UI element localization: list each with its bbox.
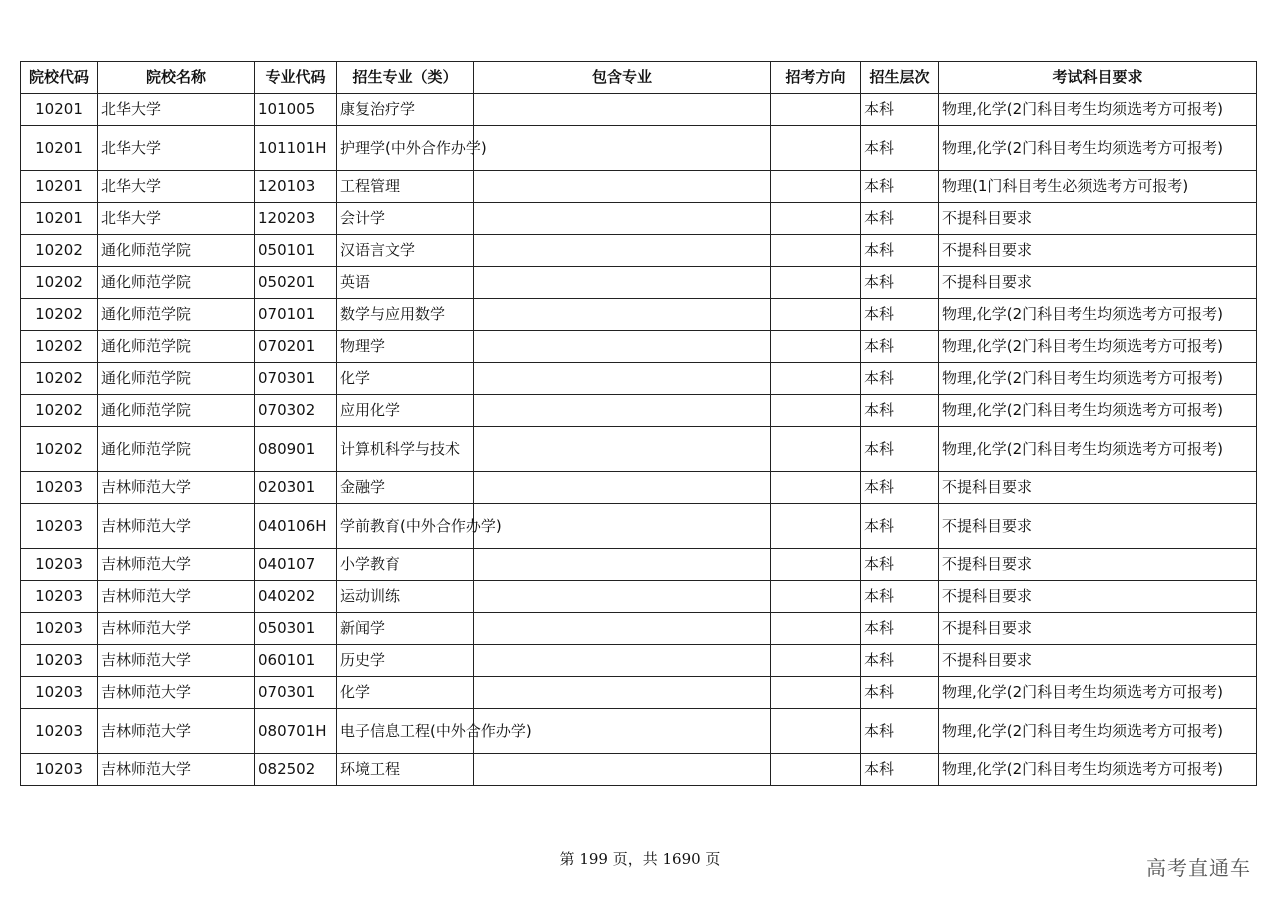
table-row — [21, 549, 1257, 581]
cell-school-name: 吉林师范大学 — [98, 581, 255, 613]
cell-level: 本科 — [861, 203, 939, 235]
cell-school-name: 吉林师范大学 — [98, 709, 255, 754]
cell-direction — [771, 94, 861, 126]
cell-school-name: 通化师范学院 — [98, 235, 255, 267]
cell-major-code: 070101 — [255, 299, 337, 331]
cell-requirement: 物理,化学(2门科目考生均须选考方可报考) — [939, 427, 1257, 472]
cell-school-code: 10202 — [21, 331, 98, 363]
cell-requirement: 不提科目要求 — [939, 504, 1257, 549]
cell-direction — [771, 677, 861, 709]
table-row — [21, 395, 1257, 427]
cell-major-code: 040107 — [255, 549, 337, 581]
table-row — [21, 171, 1257, 203]
table-row — [21, 94, 1257, 126]
cell-level: 本科 — [861, 299, 939, 331]
cell-direction — [771, 504, 861, 549]
cell-level: 本科 — [861, 171, 939, 203]
cell-school-name: 北华大学 — [98, 171, 255, 203]
cell-major-code: 050201 — [255, 267, 337, 299]
cell-school-code: 10201 — [21, 126, 98, 171]
cell-level: 本科 — [861, 677, 939, 709]
cell-major: 小学教育 — [337, 549, 474, 581]
cell-included — [474, 363, 771, 395]
table-row — [21, 331, 1257, 363]
table-row — [21, 645, 1257, 677]
header-major: 招生专业（类） — [337, 62, 474, 94]
cell-level: 本科 — [861, 395, 939, 427]
cell-school-name: 通化师范学院 — [98, 427, 255, 472]
table-row — [21, 235, 1257, 267]
cell-major-code: 082502 — [255, 754, 337, 786]
cell-major: 环境工程 — [337, 754, 474, 786]
cell-major-code: 101005 — [255, 94, 337, 126]
cell-requirement: 不提科目要求 — [939, 203, 1257, 235]
cell-included — [474, 549, 771, 581]
cell-major: 历史学 — [337, 645, 474, 677]
cell-major: 会计学 — [337, 203, 474, 235]
cell-level: 本科 — [861, 126, 939, 171]
header-row — [21, 62, 1257, 94]
cell-major-code: 120103 — [255, 171, 337, 203]
cell-requirement: 物理,化学(2门科目考生均须选考方可报考) — [939, 754, 1257, 786]
cell-included — [474, 171, 771, 203]
cell-level: 本科 — [861, 472, 939, 504]
cell-major-code: 020301 — [255, 472, 337, 504]
cell-level: 本科 — [861, 613, 939, 645]
table-row — [21, 677, 1257, 709]
table-row — [21, 504, 1257, 549]
cell-level: 本科 — [861, 331, 939, 363]
cell-school-name: 通化师范学院 — [98, 363, 255, 395]
cell-direction — [771, 171, 861, 203]
cell-major: 新闻学 — [337, 613, 474, 645]
cell-included — [474, 677, 771, 709]
watermark: 高考直通车 — [1146, 856, 1251, 880]
table-row — [21, 709, 1257, 754]
cell-requirement: 物理,化学(2门科目考生均须选考方可报考) — [939, 331, 1257, 363]
cell-school-code: 10203 — [21, 677, 98, 709]
cell-major: 化学 — [337, 363, 474, 395]
cell-level: 本科 — [861, 645, 939, 677]
cell-school-code: 10202 — [21, 427, 98, 472]
table-row — [21, 126, 1257, 171]
cell-requirement: 不提科目要求 — [939, 549, 1257, 581]
cell-level: 本科 — [861, 549, 939, 581]
cell-major: 数学与应用数学 — [337, 299, 474, 331]
cell-major: 电子信息工程(中外合作办学) — [337, 709, 474, 754]
cell-requirement: 不提科目要求 — [939, 613, 1257, 645]
cell-requirement: 物理,化学(2门科目考生均须选考方可报考) — [939, 299, 1257, 331]
cell-school-code: 10203 — [21, 549, 98, 581]
cell-school-code: 10201 — [21, 203, 98, 235]
cell-direction — [771, 299, 861, 331]
cell-included — [474, 331, 771, 363]
cell-included — [474, 754, 771, 786]
cell-direction — [771, 472, 861, 504]
cell-school-name: 通化师范学院 — [98, 267, 255, 299]
cell-major-code: 120203 — [255, 203, 337, 235]
cell-direction — [771, 395, 861, 427]
cell-major: 工程管理 — [337, 171, 474, 203]
cell-included — [474, 203, 771, 235]
cell-major: 护理学(中外合作办学) — [337, 126, 474, 171]
cell-school-code: 10203 — [21, 645, 98, 677]
cell-major: 运动训练 — [337, 581, 474, 613]
cell-included — [474, 267, 771, 299]
cell-direction — [771, 581, 861, 613]
cell-requirement: 物理,化学(2门科目考生均须选考方可报考) — [939, 126, 1257, 171]
cell-major: 英语 — [337, 267, 474, 299]
header-included: 包含专业 — [474, 62, 771, 94]
cell-school-name: 吉林师范大学 — [98, 504, 255, 549]
cell-included — [474, 581, 771, 613]
cell-requirement: 物理,化学(2门科目考生均须选考方可报考) — [939, 677, 1257, 709]
cell-included — [474, 94, 771, 126]
cell-school-code: 10203 — [21, 754, 98, 786]
cell-school-name: 吉林师范大学 — [98, 472, 255, 504]
cell-school-code: 10202 — [21, 267, 98, 299]
cell-level: 本科 — [861, 94, 939, 126]
cell-requirement: 物理,化学(2门科目考生均须选考方可报考) — [939, 363, 1257, 395]
cell-school-name: 通化师范学院 — [98, 395, 255, 427]
cell-direction — [771, 645, 861, 677]
cell-school-code: 10202 — [21, 395, 98, 427]
table-row — [21, 203, 1257, 235]
cell-school-code: 10202 — [21, 299, 98, 331]
cell-direction — [771, 267, 861, 299]
cell-direction — [771, 331, 861, 363]
cell-school-code: 10203 — [21, 581, 98, 613]
cell-major-code: 050301 — [255, 613, 337, 645]
cell-direction — [771, 709, 861, 754]
cell-school-name: 北华大学 — [98, 203, 255, 235]
cell-major-code: 070302 — [255, 395, 337, 427]
cell-school-name: 吉林师范大学 — [98, 754, 255, 786]
cell-school-name: 吉林师范大学 — [98, 549, 255, 581]
cell-included — [474, 299, 771, 331]
cell-school-name: 通化师范学院 — [98, 299, 255, 331]
cell-school-name: 北华大学 — [98, 126, 255, 171]
cell-major-code: 101101H — [255, 126, 337, 171]
cell-direction — [771, 126, 861, 171]
header-direction: 招考方向 — [771, 62, 861, 94]
header-requirement: 考试科目要求 — [939, 62, 1257, 94]
cell-direction — [771, 235, 861, 267]
cell-major-code: 040106H — [255, 504, 337, 549]
cell-major: 物理学 — [337, 331, 474, 363]
cell-included — [474, 645, 771, 677]
cell-requirement: 不提科目要求 — [939, 645, 1257, 677]
cell-included — [474, 472, 771, 504]
cell-included — [474, 126, 771, 171]
cell-major: 汉语言文学 — [337, 235, 474, 267]
cell-school-code: 10201 — [21, 171, 98, 203]
cell-school-name: 通化师范学院 — [98, 331, 255, 363]
cell-requirement: 物理,化学(2门科目考生均须选考方可报考) — [939, 94, 1257, 126]
cell-school-code: 10203 — [21, 504, 98, 549]
cell-school-code: 10203 — [21, 709, 98, 754]
table-row — [21, 754, 1257, 786]
cell-major-code: 040202 — [255, 581, 337, 613]
cell-school-code: 10203 — [21, 472, 98, 504]
cell-included — [474, 504, 771, 549]
cell-level: 本科 — [861, 235, 939, 267]
cell-major-code: 080701H — [255, 709, 337, 754]
cell-direction — [771, 754, 861, 786]
cell-requirement: 物理,化学(2门科目考生均须选考方可报考) — [939, 709, 1257, 754]
cell-included — [474, 395, 771, 427]
cell-major-code: 060101 — [255, 645, 337, 677]
cell-direction — [771, 613, 861, 645]
cell-major-code: 080901 — [255, 427, 337, 472]
cell-school-name: 北华大学 — [98, 94, 255, 126]
cell-direction — [771, 549, 861, 581]
cell-included — [474, 235, 771, 267]
table-row — [21, 472, 1257, 504]
cell-requirement: 不提科目要求 — [939, 581, 1257, 613]
cell-direction — [771, 363, 861, 395]
cell-major: 化学 — [337, 677, 474, 709]
cell-requirement: 不提科目要求 — [939, 267, 1257, 299]
table-row — [21, 363, 1257, 395]
cell-major-code: 070301 — [255, 363, 337, 395]
table-row — [21, 613, 1257, 645]
cell-school-code: 10202 — [21, 235, 98, 267]
page-footer: 第 199 页，共 1690 页 — [559, 850, 721, 868]
cell-school-name: 吉林师范大学 — [98, 645, 255, 677]
cell-major: 计算机科学与技术 — [337, 427, 474, 472]
header-major-code: 专业代码 — [255, 62, 337, 94]
cell-direction — [771, 427, 861, 472]
table-row — [21, 267, 1257, 299]
cell-school-code: 10203 — [21, 613, 98, 645]
cell-level: 本科 — [861, 427, 939, 472]
cell-major: 金融学 — [337, 472, 474, 504]
cell-school-code: 10201 — [21, 94, 98, 126]
cell-requirement: 不提科目要求 — [939, 472, 1257, 504]
header-school-code: 院校代码 — [21, 62, 98, 94]
cell-level: 本科 — [861, 754, 939, 786]
table-row — [21, 581, 1257, 613]
table-body — [21, 94, 1257, 786]
cell-included — [474, 613, 771, 645]
cell-requirement: 物理(1门科目考生必须选考方可报考) — [939, 171, 1257, 203]
cell-level: 本科 — [861, 709, 939, 754]
cell-level: 本科 — [861, 363, 939, 395]
admission-table — [20, 61, 1257, 786]
cell-included — [474, 427, 771, 472]
cell-major-code: 070201 — [255, 331, 337, 363]
cell-direction — [771, 203, 861, 235]
cell-major-code: 070301 — [255, 677, 337, 709]
cell-level: 本科 — [861, 581, 939, 613]
cell-major-code: 050101 — [255, 235, 337, 267]
cell-level: 本科 — [861, 504, 939, 549]
cell-school-name: 吉林师范大学 — [98, 613, 255, 645]
cell-major: 应用化学 — [337, 395, 474, 427]
table-row — [21, 299, 1257, 331]
cell-requirement: 不提科目要求 — [939, 235, 1257, 267]
cell-major: 康复治疗学 — [337, 94, 474, 126]
cell-level: 本科 — [861, 267, 939, 299]
cell-major: 学前教育(中外合作办学) — [337, 504, 474, 549]
header-level: 招生层次 — [861, 62, 939, 94]
header-school-name: 院校名称 — [98, 62, 255, 94]
cell-requirement: 物理,化学(2门科目考生均须选考方可报考) — [939, 395, 1257, 427]
cell-school-code: 10202 — [21, 363, 98, 395]
cell-school-name: 吉林师范大学 — [98, 677, 255, 709]
table-row — [21, 427, 1257, 472]
